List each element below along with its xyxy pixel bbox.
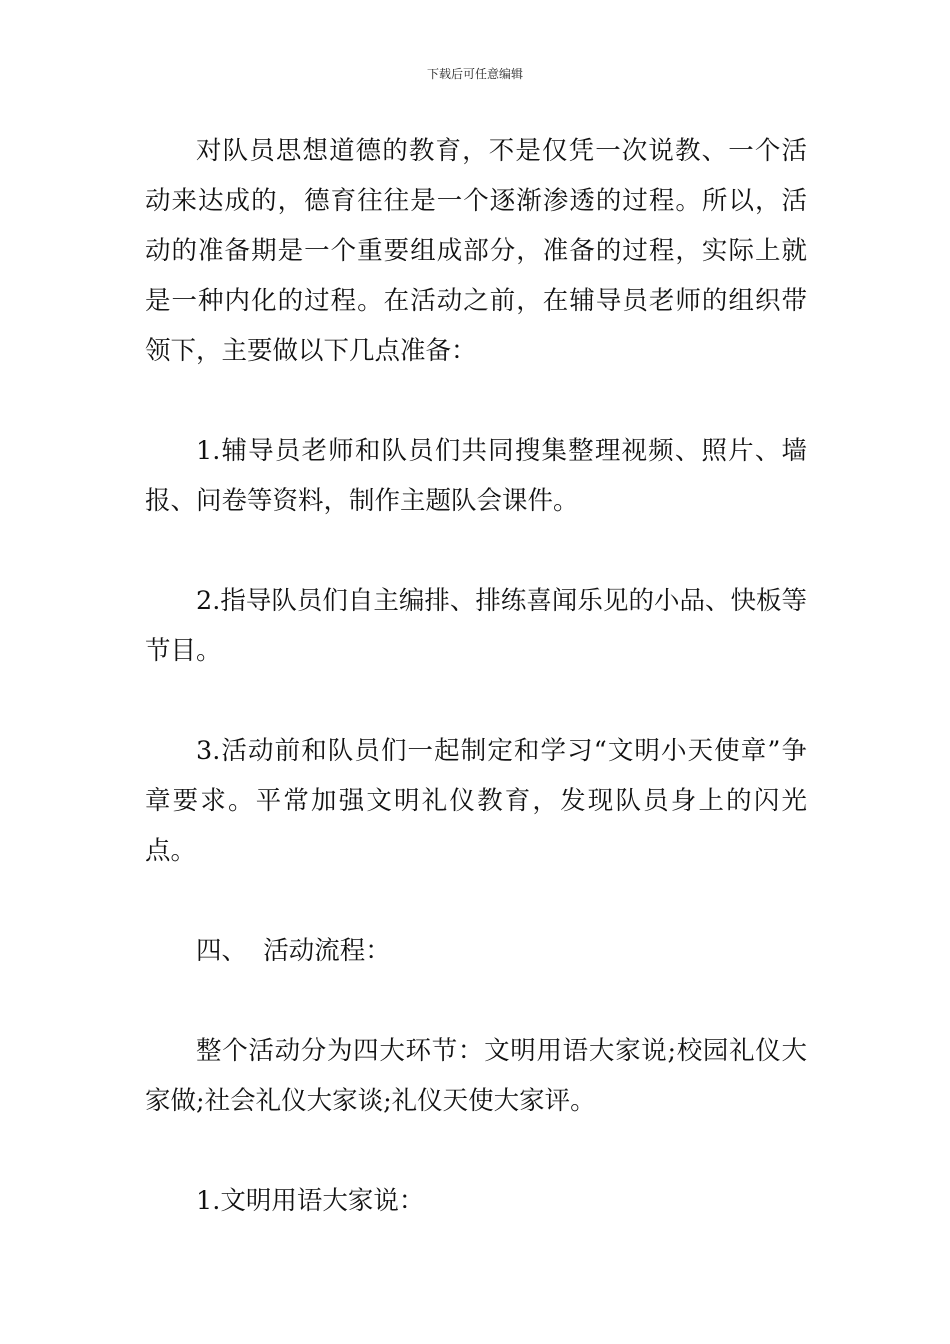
section-heading-activity-process: 四、 活动流程：: [196, 936, 391, 966]
paragraph-step-1-heading: 1.文明用语大家说：: [196, 1186, 425, 1216]
paragraph-intro: 对队员思想道德的教育，不是仅凭一次说教、一个活动来达成的，德育往往是一个逐渐渗透的过程。所以，活动的准备期是一个重要组成部分，准备的过程，实际上就是一种内化的过程。在活动之前，在辅导员老师的组织带领下，主要做以下几点准备：: [145, 136, 807, 366]
page-header-note: 下载后可任意编辑: [426, 67, 523, 81]
document-body: [145, 126, 807, 1226]
paragraph-process-overview: 整个活动分为四大环节：文明用语大家说;校园礼仪大家做;社会礼仪大家谈;礼仪天使大家评。: [145, 1036, 807, 1116]
paragraph-prep-1: 1.辅导员老师和队员们共同搜集整理视频、照片、墙报、问卷等资料，制作主题队会课件。: [145, 436, 807, 516]
paragraph-prep-2: 2.指导队员们自主编排、排练喜闻乐见的小品、快板等节目。: [145, 586, 807, 666]
paragraph-prep-3: 3.活动前和队员们一起制定和学习“文明小天使章”争章要求。平常加强文明礼仪教育，发现队员身上的闪光点。: [145, 736, 807, 866]
